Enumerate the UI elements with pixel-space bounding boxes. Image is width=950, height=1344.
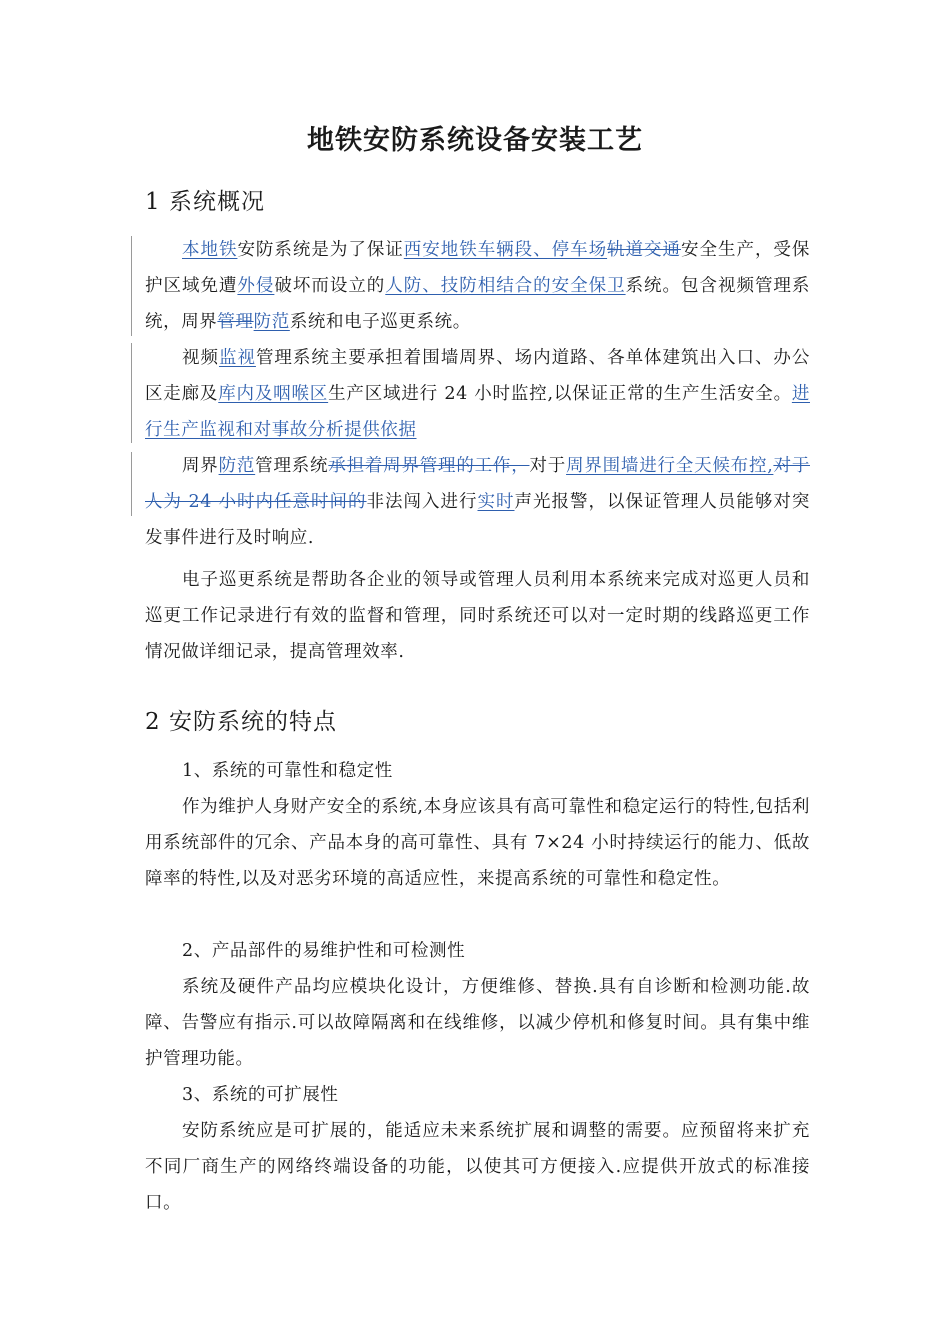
section-1-paragraph-3 bbox=[145, 448, 810, 556]
change-bar bbox=[131, 236, 132, 336]
text-run: 管理系统主要承担着围墙周界、场内道路、各单体建筑出入口、办公区走廊及 bbox=[145, 348, 811, 404]
text-run: 系统。包含视频管理系统，周界 bbox=[145, 276, 811, 332]
deleted-text: 对于人为 24 小时内任意时间的 bbox=[145, 456, 810, 512]
inserted-text: 周界围墙进行全天候布控, bbox=[566, 456, 774, 476]
section-1-paragraph-1 bbox=[145, 232, 810, 340]
text-run: 声光报警，以保证管理人员能够对突发事件进行及时响应. bbox=[145, 492, 811, 548]
inserted-text: 进行生产监视和对事故分析提供依据 bbox=[145, 384, 810, 440]
feature-3-body: 安防系统应是可扩展的，能适应未来系统扩展和调整的需要。应预留将来扩充不同厂商生产的网络终端设备的功能，以使其可方便接入.应提供开放式的标准接口。 bbox=[145, 1121, 810, 1213]
section-2-heading: 2 安防系统的特点 bbox=[145, 709, 337, 735]
text-run: 破坏而设立的 bbox=[274, 276, 386, 296]
change-bar bbox=[131, 452, 132, 516]
change-bar bbox=[131, 343, 132, 443]
deleted-text: 轨道交通 bbox=[607, 240, 682, 260]
deleted-text: 承担着周界管理的工作， bbox=[328, 456, 530, 476]
text-run: 非法闯入进行 bbox=[366, 492, 478, 512]
inserted-text: 外侵 bbox=[237, 276, 275, 296]
text-run: 视频 bbox=[182, 348, 219, 368]
inserted-text: 库内及咽喉区 bbox=[218, 384, 329, 404]
text-run: 周界 bbox=[182, 456, 219, 476]
inserted-text: 本地铁 bbox=[182, 240, 238, 260]
section-1-paragraph-2 bbox=[145, 340, 810, 448]
feature-2-body: 系统及硬件产品均应模块化设计，方便维修、替换.具有自诊断和检测功能.故障、告警应有指示.可以故障隔离和在线维修，以减少停机和修复时间。具有集中维护管理功能。 bbox=[145, 977, 810, 1069]
feature-1-title: 1、系统的可靠性和稳定性 bbox=[182, 761, 393, 781]
inserted-text: 防范 bbox=[253, 312, 290, 332]
feature-3-title: 3、系统的可扩展性 bbox=[182, 1085, 339, 1105]
inserted-text: 实时 bbox=[477, 492, 515, 512]
feature-2-title: 2、产品部件的易维护性和可检测性 bbox=[182, 941, 466, 961]
inserted-text: 人防、技防相结合的安全保卫 bbox=[385, 276, 626, 296]
text-run: 生产区域进行 24 小时监控,以保证正常的生产生活安全。 bbox=[328, 384, 792, 404]
feature-1-body: 作为维护人身财产安全的系统,本身应该具有高可靠性和稳定运行的特性,包括利用系统部件的冗余、产品本身的高可靠性、具有 7×24 小时持续运行的能力、低故障率的特性,以及对恶劣环境的高适应性，来提高系统的可靠性和稳定性。 bbox=[145, 797, 810, 889]
section-1-heading: 1 系统概况 bbox=[145, 189, 265, 215]
text-run: 对于 bbox=[529, 456, 567, 476]
text-run: 系统和电子巡更系统。 bbox=[289, 312, 471, 332]
text-run: 管理系统 bbox=[255, 456, 329, 476]
inserted-text: 西安地铁车辆段、停车场 bbox=[403, 240, 608, 260]
document-title: 地铁安防系统设备安装工艺 bbox=[307, 125, 643, 156]
inserted-text: 监视 bbox=[218, 348, 256, 368]
text-run: 安全生产，受保护区域免遭 bbox=[145, 240, 810, 296]
section-1-paragraph-4: 电子巡更系统是帮助各企业的领导或管理人员利用本系统来完成对巡更人员和巡更工作记录进行有效的监督和管理，同时系统还可以对一定时期的线路巡更工作情况做详细记录，提高管理效率. bbox=[145, 570, 810, 662]
text-run: 安防系统是为了保证 bbox=[237, 240, 404, 260]
deleted-text: 管理 bbox=[217, 312, 254, 332]
inserted-text: 防范 bbox=[218, 456, 256, 476]
